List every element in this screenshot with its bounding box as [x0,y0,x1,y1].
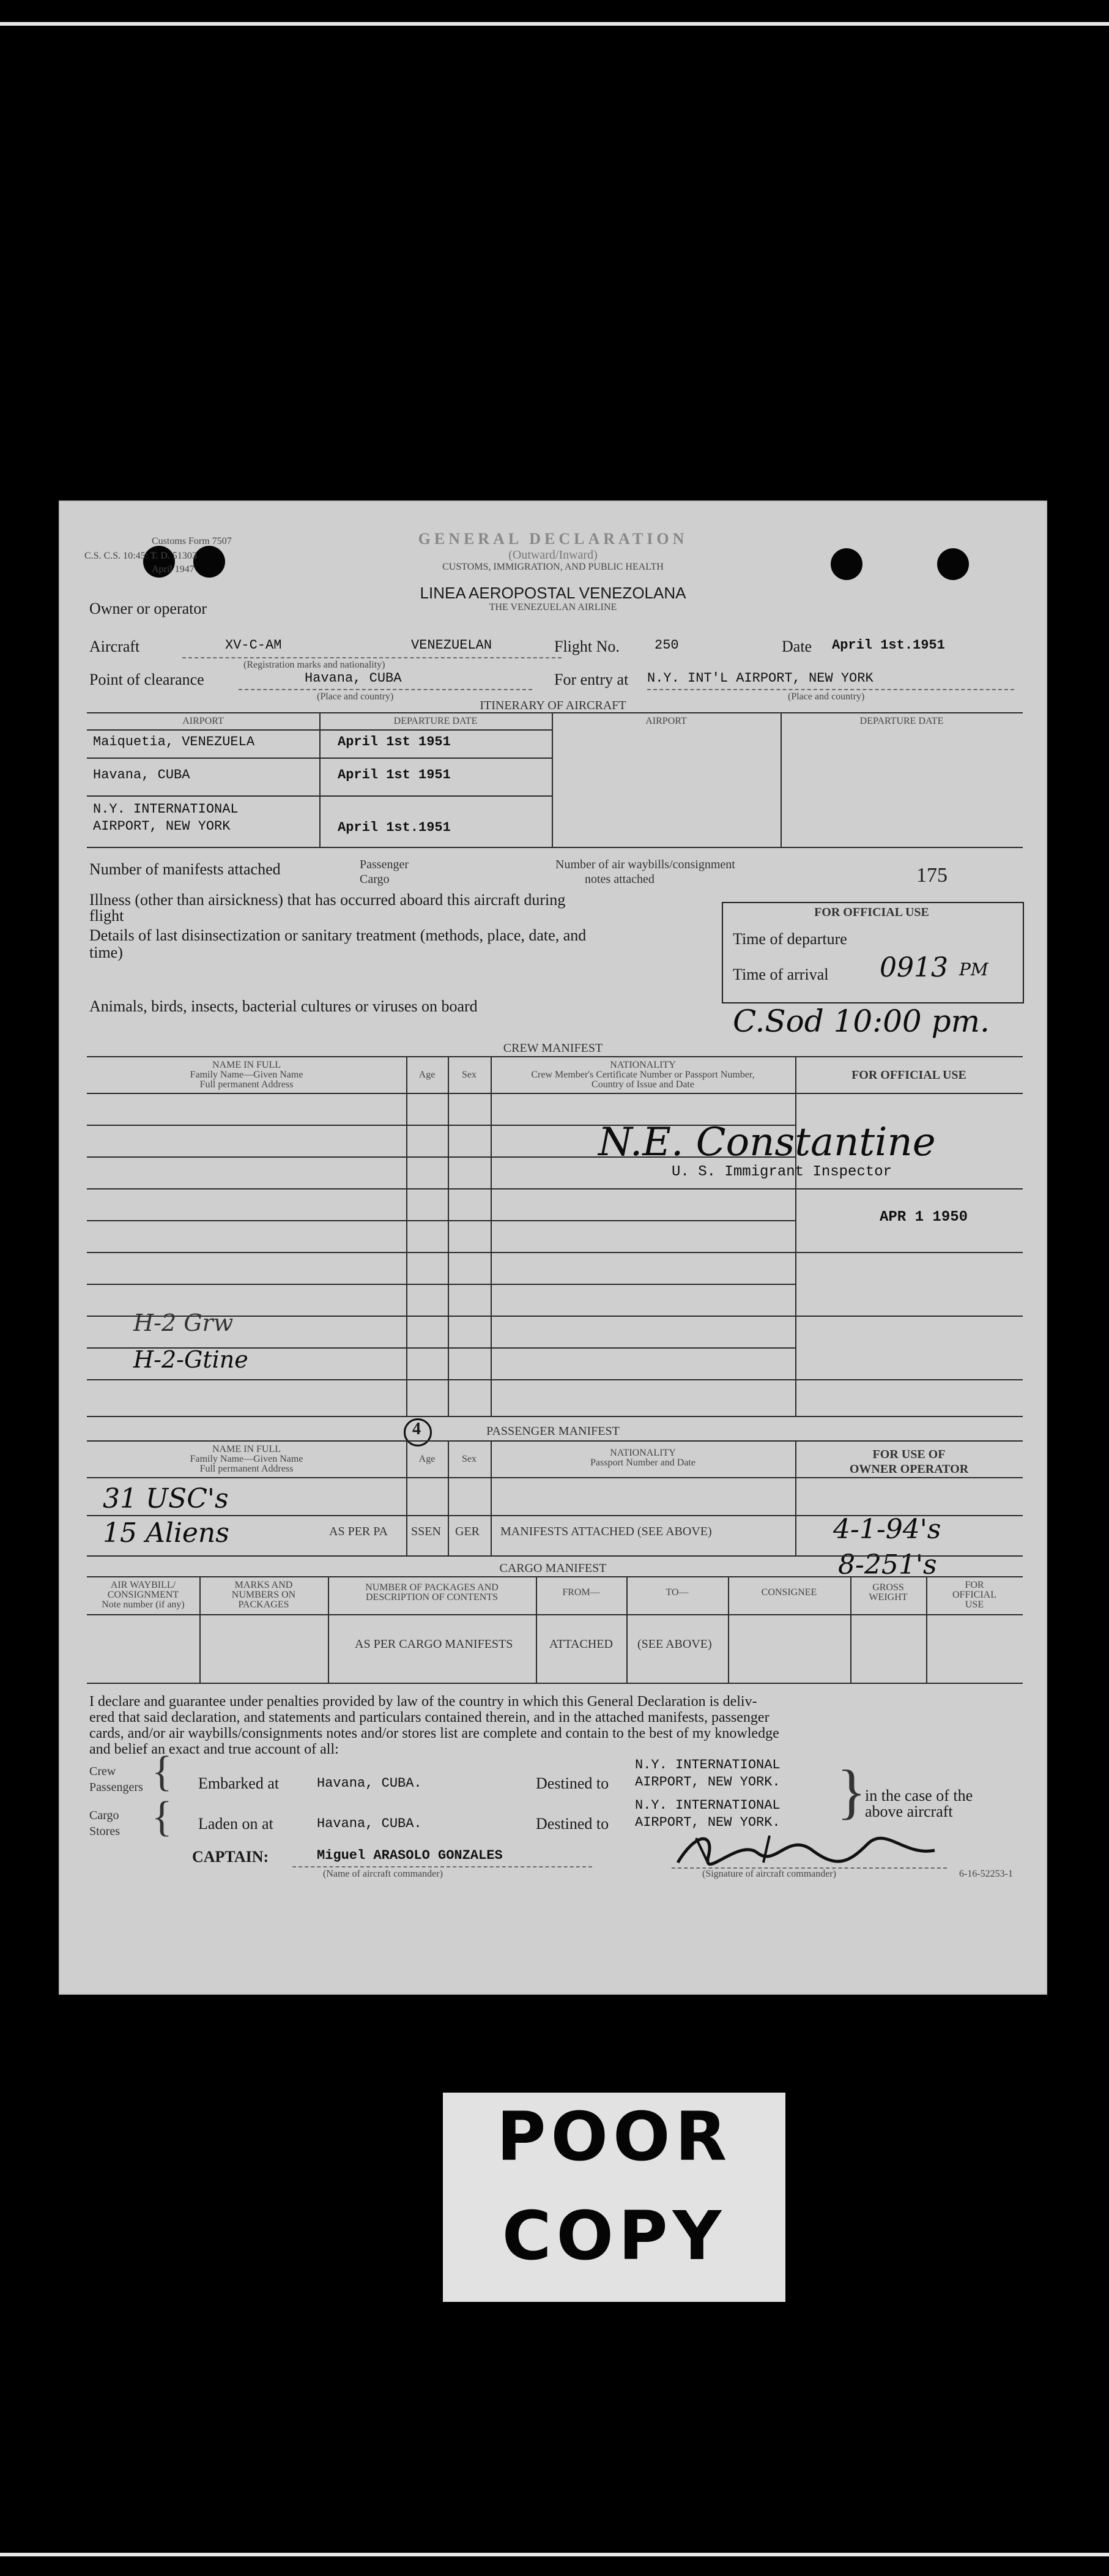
crew-label: Crew [89,1765,116,1778]
destined-value-2a: N.Y. INTERNATIONAL [635,1798,781,1813]
rule [87,1188,1023,1189]
owner-label: Owner or operator [89,600,207,617]
as-per-text: AS PER PA [329,1525,388,1538]
rule [850,1576,851,1683]
cargo-col-weight2: WEIGHT [869,1592,908,1603]
rule [182,657,562,658]
declaration-line-4: and belief an exact and true account of all: [89,1741,339,1757]
owner-note-2: 8-251's [838,1549,937,1580]
rule [536,1576,537,1683]
destined-value-2b: AIRPORT, NEW YORK. [635,1815,781,1830]
passenger-col-sex: Sex [462,1454,477,1464]
passenger-col-name: NAME IN FULL [212,1444,281,1454]
inspector-title: U. S. Immigrant Inspector [672,1164,892,1180]
cargo-col-marks2: NUMBERS ON [231,1590,296,1600]
rule [647,689,1014,690]
stamp-line-copy: COPY [502,2197,727,2275]
rule [87,1614,1023,1615]
entry-label: For entry at [554,671,629,688]
rule [795,1056,796,1416]
itinerary-airport-3: N.Y. INTERNATIONAL [93,802,239,817]
commander-signature-note: (Signature of aircraft commander) [702,1869,837,1879]
rule [319,712,321,847]
brace-icon: { [152,1793,172,1841]
aircraft-note: (Registration marks and nationality) [243,660,385,670]
print-code: 6-16-52253-1 [959,1869,1013,1879]
cargo-col-official3: USE [965,1599,984,1610]
rule [491,1056,492,1416]
passenger-col-age: Age [418,1454,436,1464]
rule [781,712,782,847]
declaration-line-2: ered that said declaration, and statements and particulars contained therein, and in the attached manifests, passenger [89,1710,770,1725]
manifests-label: Number of manifests attached [89,860,281,878]
disinsection-label-line2: time) [89,944,123,961]
rule [87,795,552,797]
passengers-label: Passengers [89,1781,143,1794]
itinerary-airport-3-line2: AIRPORT, NEW YORK [93,819,231,834]
passenger-col-owner2: OWNER OPERATOR [849,1462,969,1476]
punch-hole [937,548,969,580]
rule [87,712,1023,713]
captain-label: CAPTAIN: [192,1848,269,1866]
rule [87,1416,1023,1417]
date-value: April 1st.1951 [832,638,945,653]
cargo-see-above-text: (SEE ABOVE) [637,1637,712,1651]
rule [728,1576,729,1683]
rule [87,1093,1023,1094]
illness-label: Illness (other than airsickness) that has occurred aboard this aircraft during [89,891,566,909]
cargo-col-official: FOR [965,1580,984,1590]
form-number: Customs Form 7507 [152,536,232,546]
rule [406,1056,407,1416]
itinerary-col-departure: DEPARTURE DATE [393,716,478,726]
circled-count-value: 4 [412,1420,421,1439]
rule [87,1683,1023,1684]
manifests-attached-text: MANIFESTS ATTACHED (SEE ABOVE) [500,1525,712,1538]
flight-value: 250 [655,638,679,653]
punch-hole [831,548,862,580]
itinerary-col-airport2: AIRPORT [645,716,687,726]
crew-col-official: FOR OFFICIAL USE [851,1068,966,1082]
waybills-label: Number of air waybills/consignment [555,858,735,871]
rule [406,1440,407,1555]
rule [552,712,553,847]
film-border-bottom [0,2553,1109,2556]
cargo-col-packages: NUMBER OF PACKAGES AND [365,1582,499,1593]
form-date: April 1947 [152,564,195,575]
official-use-header: FOR OFFICIAL USE [814,906,929,919]
crew-col-name: NAME IN FULL [212,1060,281,1070]
airline-name: LINEA AEROPOSTAL VENEZOLANA [420,584,686,602]
cargo-col-from: FROM— [562,1587,600,1598]
handwritten-scribble: H-2 Grw [133,1309,234,1336]
rule [87,847,1023,848]
embarked-label: Embarked at [198,1774,280,1792]
illness-label-line2: flight [89,907,124,925]
cargo-col-marks: MARKS AND [234,1580,293,1590]
laden-label: Laden on at [198,1815,273,1833]
form-title: GENERAL DECLARATION [418,530,688,548]
rule [87,1220,795,1221]
rule [626,1576,628,1683]
crew-manifest-header: CREW MANIFEST [503,1041,603,1055]
itinerary-date-2: April 1st 1951 [338,767,451,783]
captain-signature [672,1826,941,1870]
crew-col-name2: Family Name—Given Name [190,1070,303,1080]
declaration-line-1: I declare and guarantee under penalties provided by law of the country in which this General Declaration is deliv- [89,1694,757,1710]
clearance-note: (Place and country) [317,691,394,702]
brace-icon: } [837,1757,866,1825]
film-border-top [0,22,1109,26]
itinerary-airport-2: Havana, CUBA [93,767,190,783]
rule [87,1379,1023,1380]
cargo-col-consignee: CONSIGNEE [761,1587,817,1598]
general-declaration-form [59,501,1047,1995]
case-note-1: in the case of the [865,1787,973,1804]
cargo-col-marks3: PACKAGES [238,1599,289,1610]
cargo-col-waybill3: Note number (if any) [102,1599,185,1610]
waybills-label-line2: notes attached [585,873,655,886]
stores-label: Stores [89,1825,120,1838]
passenger-col-owner: FOR USE OF [872,1448,946,1461]
rule [87,1555,1023,1557]
itinerary-header: ITINERARY OF AIRCRAFT [480,699,626,712]
time-of-arrival-label: Time of arrival [733,966,829,983]
itinerary-col-airport: AIRPORT [182,716,224,726]
ssen-text: SSEN [411,1525,441,1538]
rule [926,1576,927,1683]
handwritten-note: C.Sod 10:00 pm. [733,1003,990,1039]
animals-label: Animals, birds, insects, bacterial cultures or viruses on board [89,997,478,1015]
time-of-departure-label: Time of departure [733,930,847,948]
passenger-col-name2: Family Name—Given Name [190,1454,303,1464]
destined-label-2: Destined to [536,1815,609,1833]
poor-copy-stamp [443,2093,785,2302]
passenger-col-nationality2: Passport Number and Date [590,1457,695,1468]
brace-icon: { [152,1748,172,1795]
rule [87,1440,1023,1442]
case-note-2: above aircraft [865,1803,953,1820]
cargo-as-per-text: AS PER CARGO MANIFESTS [355,1637,513,1651]
ger-text: GER [455,1525,480,1538]
passenger-col-name3: Full permanent Address [199,1464,294,1474]
inspection-date-stamp: APR 1 1950 [880,1209,968,1226]
rule [239,689,532,690]
clearance-label: Point of clearance [89,671,204,688]
form-agencies: CUSTOMS, IMMIGRATION, AND PUBLIC HEALTH [442,562,664,572]
commander-name-note: (Name of aircraft commander) [323,1869,443,1879]
rule [87,729,552,731]
owner-note-1: 4-1-94's [833,1514,941,1545]
cargo-col-packages2: DESCRIPTION OF CONTENTS [365,1592,498,1603]
crew-col-nationality2: Crew Member's Certificate Number or Passport Number, [531,1070,755,1080]
waybills-value: 175 [916,864,948,887]
rule [87,1284,795,1285]
aircraft-value: XV-C-AM [225,638,282,653]
cargo-manifest-label: Cargo [360,873,390,886]
cargo-col-to: TO— [666,1587,689,1598]
inspector-signature: N.E. Constantine [598,1120,936,1165]
itinerary-col-departure2: DEPARTURE DATE [859,716,944,726]
destined-value-1a: N.Y. INTERNATIONAL [635,1757,781,1773]
cargo-manifest-header: CARGO MANIFEST [499,1562,607,1575]
entry-note: (Place and country) [788,691,865,702]
rule [87,1576,1023,1577]
rule [87,1477,1023,1478]
disinsection-label: Details of last disinsectization or sanitary treatment (methods, place, date, and [89,926,587,944]
rule [292,1866,592,1867]
itinerary-date-1: April 1st 1951 [338,734,451,750]
date-label: Date [782,638,812,655]
cargo-col-weight: GROSS [872,1582,904,1593]
destined-label-1: Destined to [536,1774,609,1792]
laden-value: Havana, CUBA. [317,1816,422,1831]
crew-col-sex: Sex [462,1070,477,1080]
entry-value: N.Y. INT'L AIRPORT, NEW YORK [647,671,873,686]
passenger-col-nationality: NATIONALITY [610,1448,676,1458]
rule [448,1440,449,1555]
rule [328,1576,329,1683]
nationality-value: VENEZUELAN [411,638,492,653]
rule [491,1440,492,1555]
punch-hole [193,546,225,578]
destined-value-1b: AIRPORT, NEW YORK. [635,1774,781,1790]
time-of-arrival-suffix: PM [959,959,988,980]
rule [87,1056,1023,1057]
rule [448,1056,449,1416]
passenger-manifest-header: PASSENGER MANIFEST [486,1424,620,1438]
crew-col-age: Age [418,1070,436,1080]
cargo-col-official2: OFFICIAL [952,1590,996,1600]
us-citizens-count: 31 USC's [103,1483,229,1514]
cargo-attached-text: ATTACHED [549,1637,613,1651]
flight-label: Flight No. [554,638,620,655]
crew-col-nationality: NATIONALITY [610,1060,676,1070]
passenger-manifest-label: Passenger [360,858,409,871]
rule [199,1576,201,1683]
rule [87,1252,1023,1253]
itinerary-date-3: April 1st.1951 [338,820,451,835]
form-subtitle: (Outward/Inward) [508,548,598,562]
aircraft-label: Aircraft [89,638,140,655]
clearance-value: Havana, CUBA [305,671,402,686]
cargo-col-waybill: AIR WAYBILL/ [110,1580,176,1590]
declaration-line-3: cards, and/or air waybills/consignments notes and/or stores list are complete and contain to the best of my knowledge [89,1725,779,1741]
cargo-col-waybill2: CONSIGNMENT [107,1590,179,1600]
form-reference: C.S. C.S. 10:45: T. D. 51303 [84,551,197,561]
airline-subtitle: THE VENEZUELAN AIRLINE [489,602,617,612]
aliens-count: 15 Aliens [103,1517,229,1549]
rule [87,758,552,759]
embarked-value: Havana, CUBA. [317,1776,422,1791]
cargo-label: Cargo [89,1809,119,1822]
time-of-arrival-value: 0913 [880,952,948,983]
itinerary-airport-1: Maiquetia, VENEZUELA [93,734,255,750]
rule [795,1440,796,1555]
captain-name: Miguel ARASOLO GONZALES [317,1848,503,1863]
stamp-line-poor: POOR [496,2098,732,2176]
crew-col-name3: Full permanent Address [199,1079,294,1090]
handwritten-scribble: H-2-Gtine [133,1346,248,1373]
crew-col-nationality3: Country of Issue and Date [592,1079,694,1090]
